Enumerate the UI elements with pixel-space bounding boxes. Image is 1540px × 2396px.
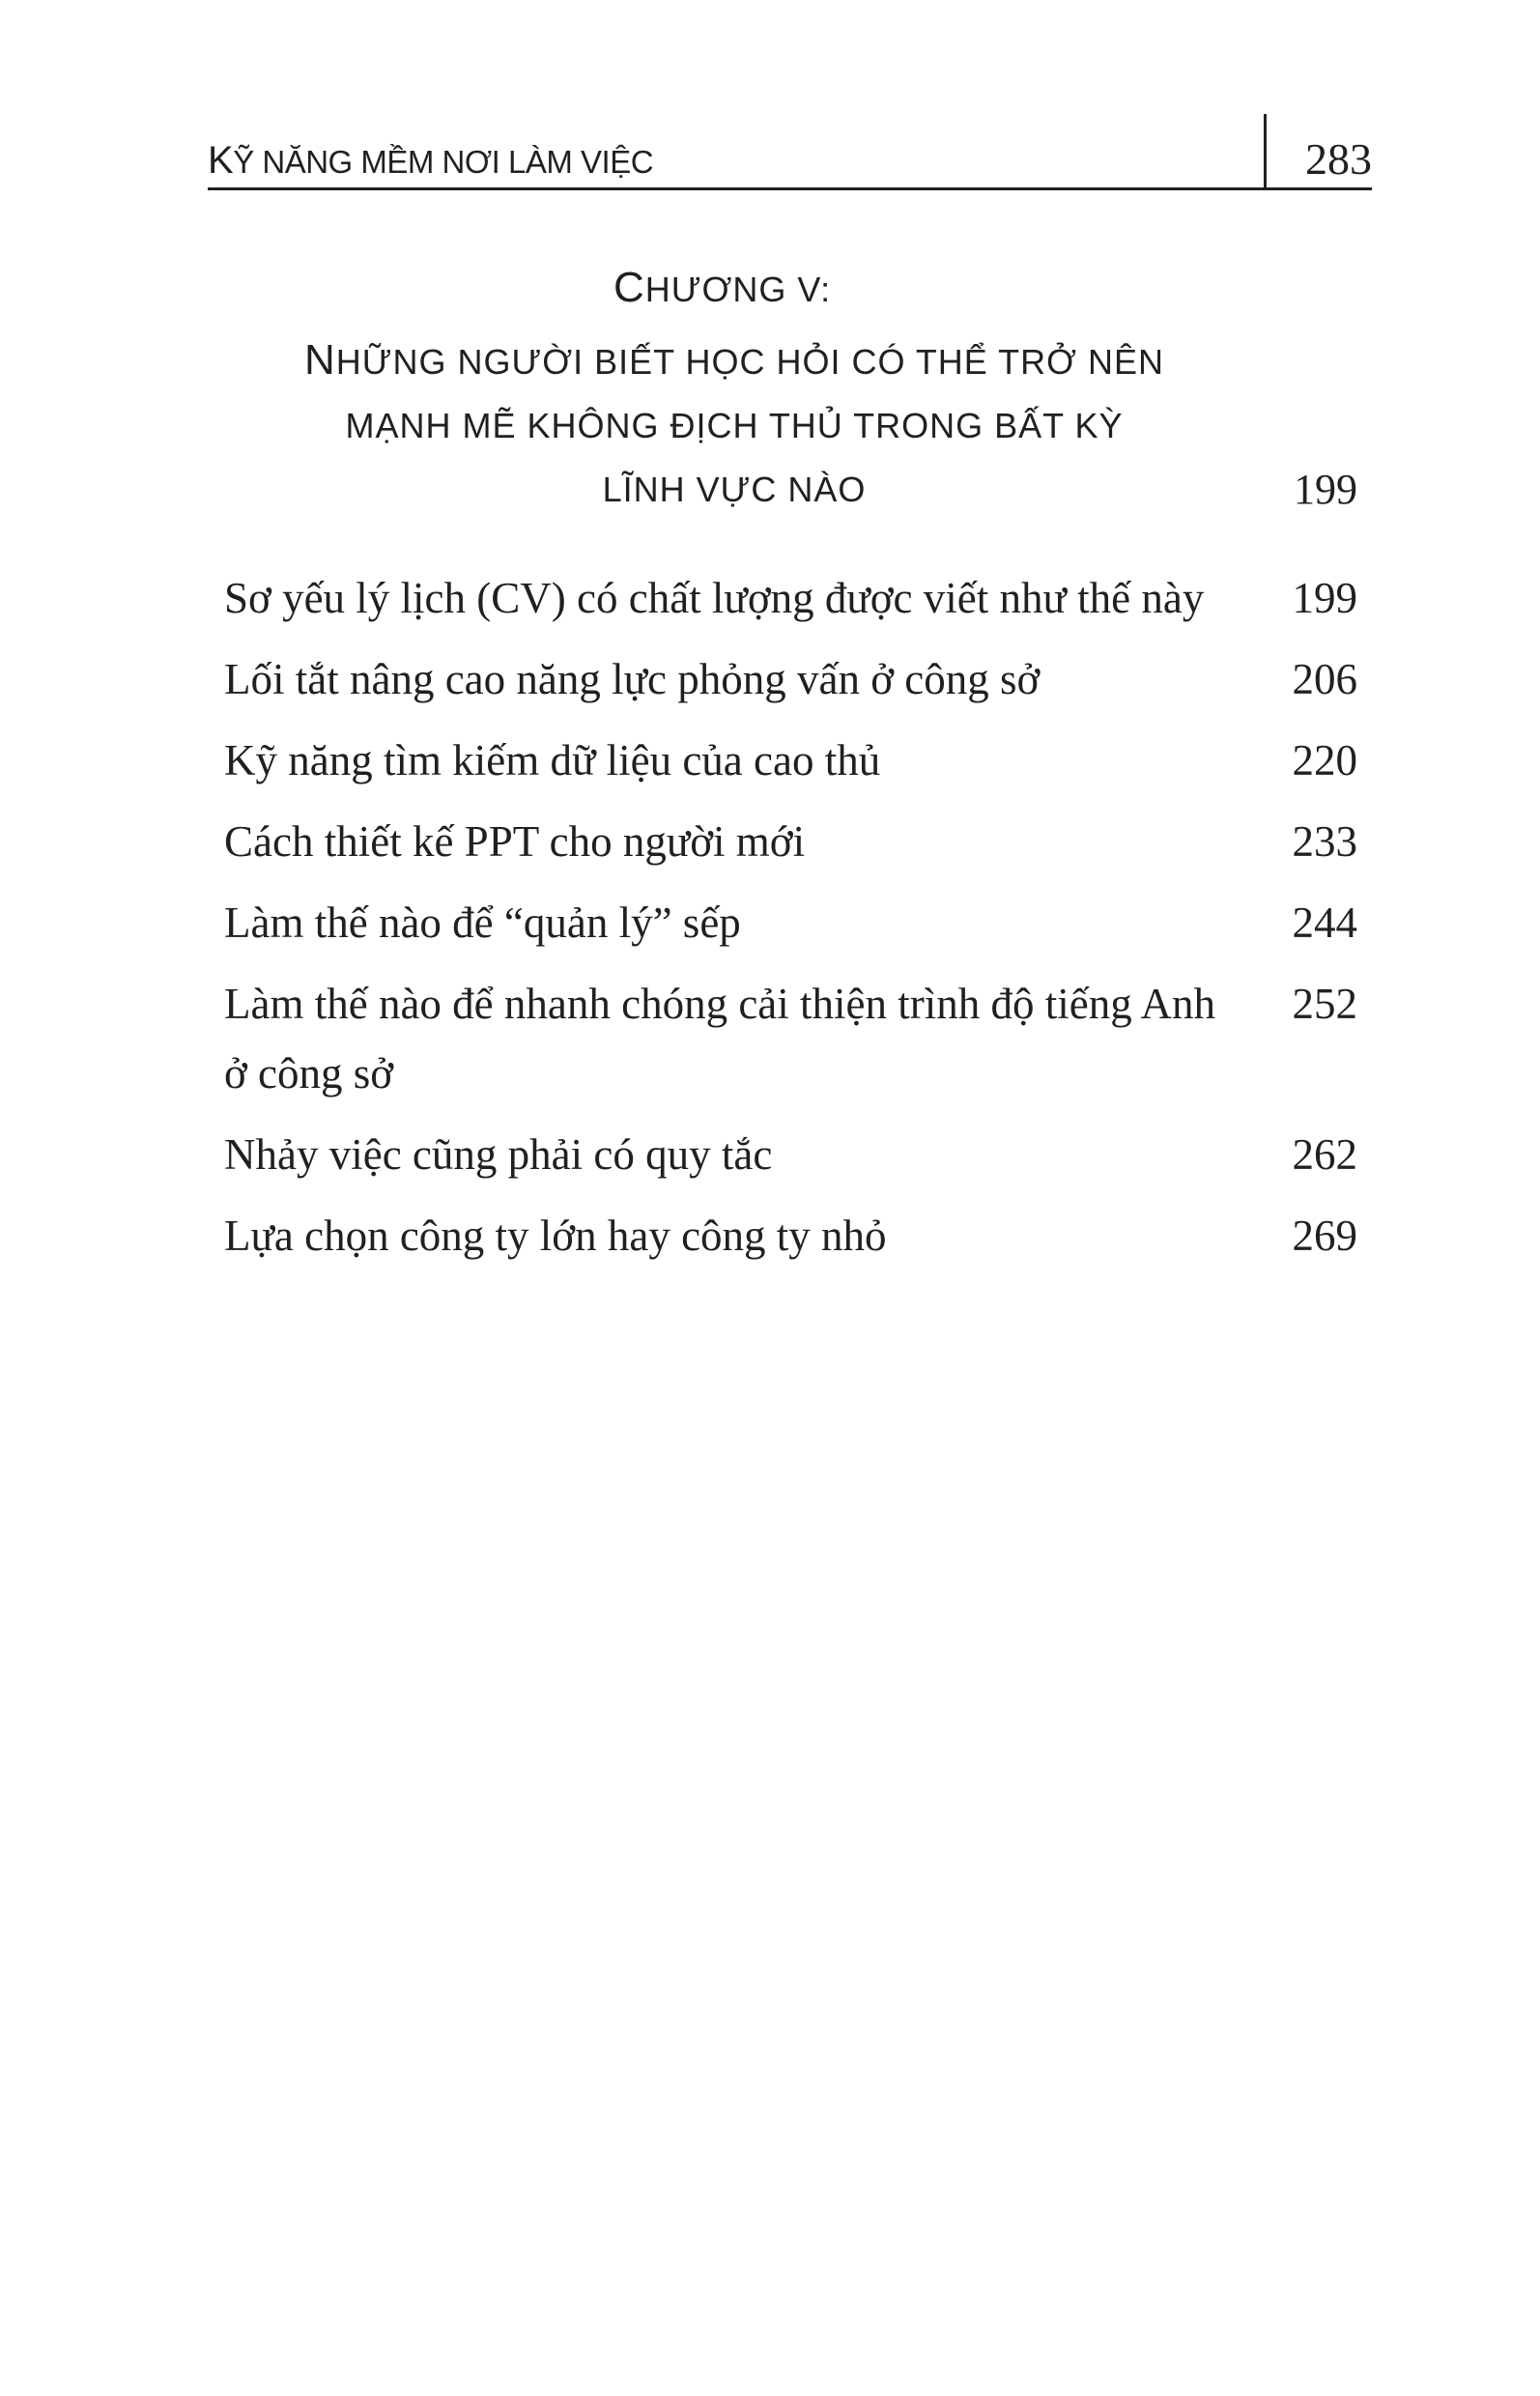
toc-entry — [224, 888, 1357, 957]
toc-entry-page: 252 — [1292, 980, 1357, 1028]
chapter-label — [613, 249, 1372, 328]
page-header — [208, 114, 1372, 191]
toc-entry-title: Kỹ năng tìm kiếm dữ liệu của cao thủ — [224, 736, 881, 784]
header-divider — [1264, 114, 1267, 187]
toc-entry — [224, 726, 1357, 795]
toc-entry — [224, 807, 1357, 876]
running-title-initial: K — [208, 139, 234, 182]
running-title — [208, 139, 653, 183]
page-number: 283 — [1305, 134, 1372, 184]
toc-entry-title: Làm thế nào để nhanh chóng cải thiện trình độ tiếng Anh ở công sở — [224, 980, 1215, 1098]
chapter-title-text: HỮNG NGƯỜI BIẾT HỌC HỎI CÓ THỂ TRỞ NÊN — [335, 342, 1165, 382]
toc-entry — [224, 644, 1357, 714]
header-rule — [208, 187, 1372, 190]
toc-entry-title: Sơ yếu lý lịch (CV) có chất lượng được viết như thế này — [224, 574, 1205, 622]
chapter-page-number: 199 — [1294, 466, 1357, 513]
toc-entry-page: 244 — [1292, 898, 1357, 947]
chapter-label-initial: C — [613, 264, 645, 311]
toc-entry-page: 206 — [1292, 655, 1357, 703]
chapter-title-text: LĨNH VỰC NÀO — [602, 470, 867, 509]
toc-entry-page: 269 — [1292, 1212, 1357, 1260]
chapter-title — [208, 328, 1372, 522]
chapter-title-line — [208, 328, 1261, 394]
toc-entry-title: Lựa chọn công ty lớn hay công ty nhỏ — [224, 1212, 887, 1260]
table-of-contents — [224, 563, 1357, 1282]
toc-entry — [224, 969, 1357, 1108]
toc-entry — [224, 563, 1357, 633]
toc-entry-title: Cách thiết kế PPT cho người mới — [224, 817, 806, 866]
toc-entry-title: Làm thế nào để “quản lý” sếp — [224, 898, 741, 947]
chapter-title-line — [208, 458, 1261, 522]
toc-entry-title: Nhảy việc cũng phải có quy tắc — [224, 1130, 773, 1179]
chapter-title-initial: N — [303, 336, 336, 384]
toc-entry-page: 199 — [1292, 574, 1357, 622]
running-title-rest: Ỹ NĂNG MỀM NƠI LÀM VIỆC — [233, 144, 654, 180]
toc-entry — [224, 1201, 1357, 1270]
toc-entry-title: Lối tắt nâng cao năng lực phỏng vấn ở công sở — [224, 655, 1041, 703]
chapter-title-text: MẠNH MẼ KHÔNG ĐỊCH THỦ TRONG BẤT KỲ — [345, 406, 1124, 445]
toc-entry-page: 262 — [1292, 1130, 1357, 1179]
chapter-title-line — [208, 394, 1261, 458]
chapter-label-rest: HƯƠNG V: — [644, 270, 832, 309]
toc-entry-page: 220 — [1292, 736, 1357, 784]
toc-entry-page: 233 — [1292, 817, 1357, 866]
toc-entry — [224, 1120, 1357, 1189]
chapter-heading — [208, 249, 1372, 522]
